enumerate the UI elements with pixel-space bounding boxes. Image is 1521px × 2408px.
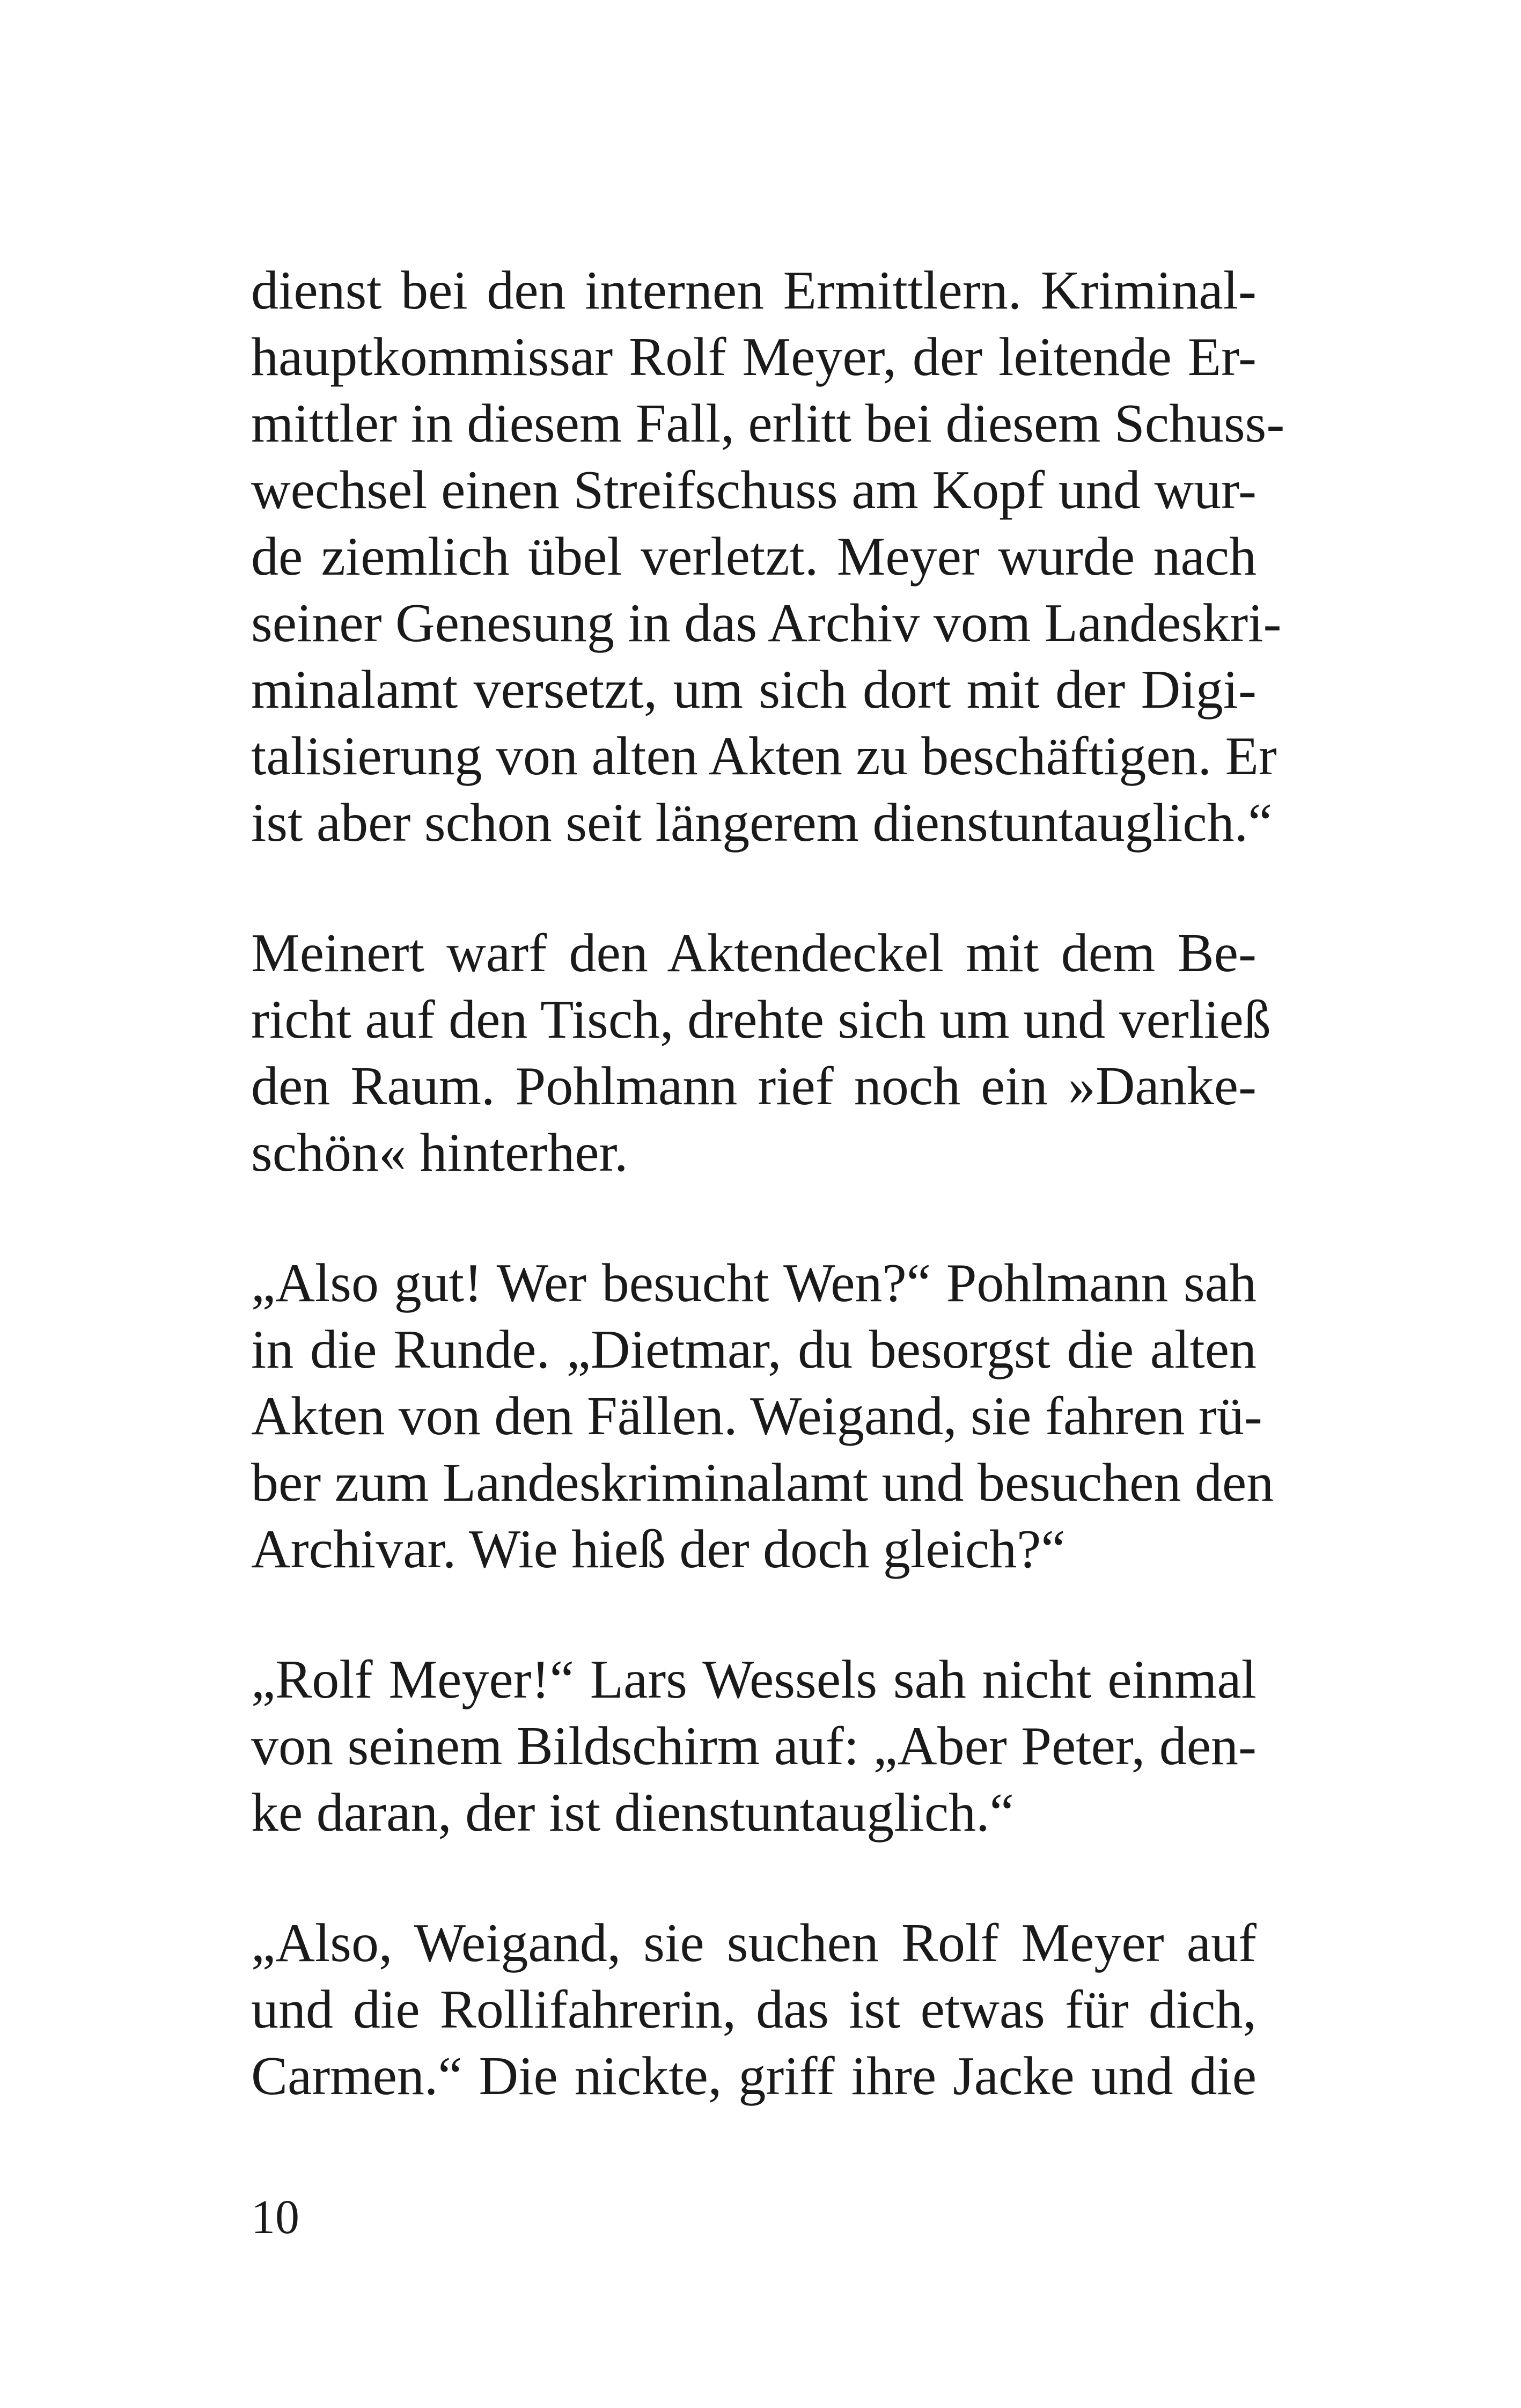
text-line: „Also gut! Wer besucht Wen?“ Pohlmann sah	[251, 1253, 1257, 1313]
text-line: schön« hinterher.	[251, 1122, 628, 1183]
text-line: „Also, Weigand, sie suchen Rolf Meyer auf	[251, 1913, 1257, 1973]
text-line: „Rolf Meyer!“ Lars Wessels sah nicht einmal	[251, 1649, 1257, 1710]
text-line: de ziemlich übel verletzt. Meyer wurde nach	[251, 526, 1257, 587]
text-line: dienst bei den internen Ermittlern. Kriminal-	[251, 260, 1257, 321]
text-line: richt auf den Tisch, drehte sich um und verließ	[251, 989, 1271, 1050]
text-line: Carmen.“ Die nickte, griff ihre Jacke und die	[251, 2046, 1257, 2106]
text-line: wechsel einen Streifschuss am Kopf und wur-	[251, 460, 1257, 520]
text-line: hauptkommissar Rolf Meyer, der leitende Er-	[251, 327, 1257, 387]
paragraph	[251, 1250, 1274, 1583]
page-number: 10	[251, 2191, 299, 2244]
text-line: talisierung von alten Akten zu beschäftigen. Er	[251, 726, 1277, 787]
text-line: Meinert warf den Aktendeckel mit dem Be-	[251, 923, 1257, 983]
text-line: ke daran, der ist dienstuntauglich.“	[251, 1782, 1014, 1843]
paragraph	[251, 920, 1271, 1186]
paragraph	[251, 258, 1285, 856]
paragraph	[251, 1647, 1257, 1846]
body-text	[251, 258, 1285, 2174]
text-line: seiner Genesung in das Archiv vom Landeskri-	[251, 593, 1282, 654]
text-line: Akten von den Fällen. Weigand, sie fahren rü-	[251, 1386, 1262, 1447]
text-line: den Raum. Pohlmann rief noch ein »Danke-	[251, 1056, 1257, 1117]
text-line: von seinem Bildschirm auf: „Aber Peter, den-	[251, 1716, 1257, 1776]
text-line: ist aber schon seit längerem dienstuntauglich.“	[251, 792, 1273, 853]
text-line: minalamt versetzt, um sich dort mit der Digi-	[251, 659, 1257, 720]
paragraph	[251, 1910, 1257, 2110]
text-line: Archivar. Wie hieß der doch gleich?“	[251, 1519, 1066, 1580]
text-line: und die Rollifahrerin, das ist etwas für dich,	[251, 1979, 1257, 2040]
text-line: mittler in diesem Fall, erlitt bei diesem Schuss-	[251, 393, 1285, 454]
text-line: ber zum Landeskriminalamt und besuchen den	[251, 1452, 1274, 1513]
text-line: in die Runde. „Dietmar, du besorgst die alten	[251, 1319, 1257, 1380]
